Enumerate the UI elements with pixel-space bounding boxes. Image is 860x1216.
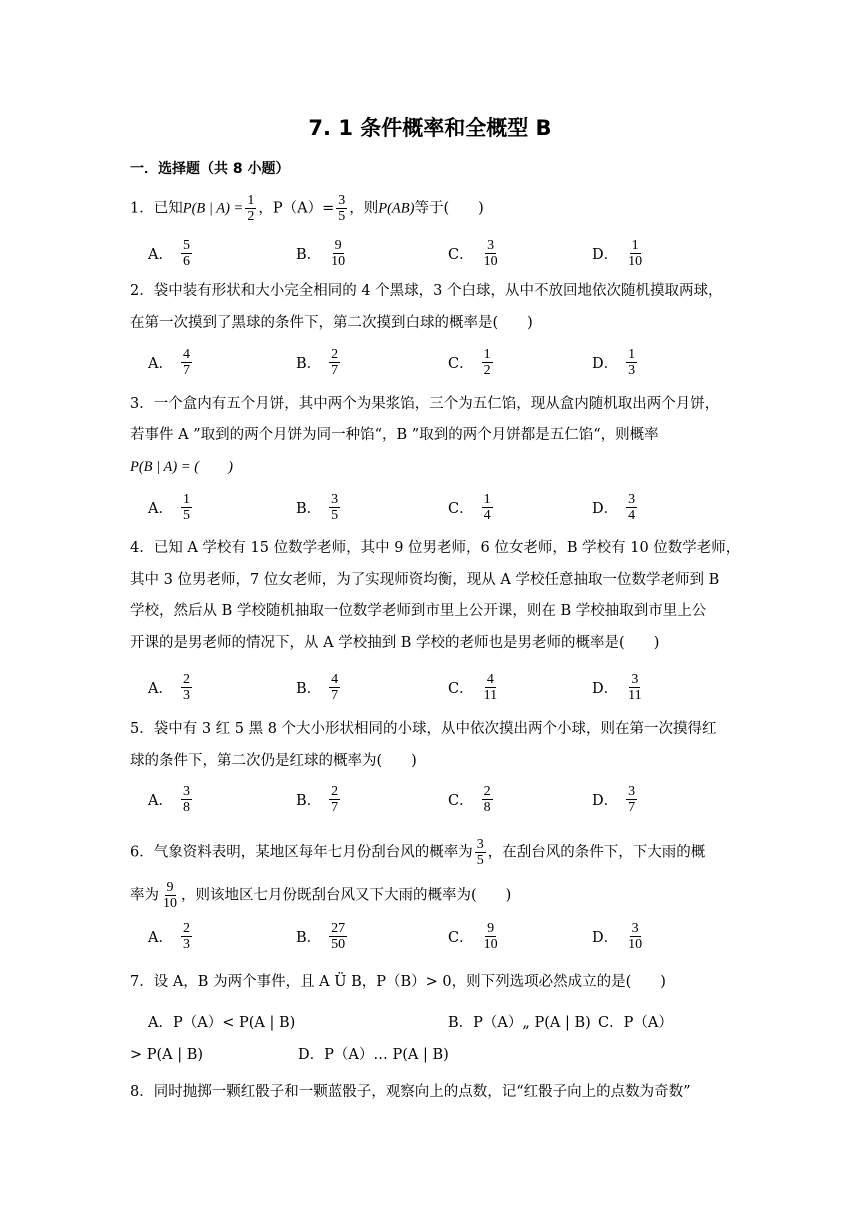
option-a[interactable]: A． $\frac{4}{7}$ <box>148 347 190 378</box>
option-b[interactable]: B．P（A）„ P(A | B) <box>448 1015 591 1031</box>
option-d[interactable]: D． $\frac{3}{10}$ <box>592 921 643 952</box>
option-d[interactable]: D． $\frac{3}{7}$ <box>592 784 636 815</box>
option-d[interactable]: D． $\frac{1}{10}$ <box>592 238 643 269</box>
option-d[interactable]: D． $\frac{3}{11}$ <box>592 672 642 703</box>
question-5-line-2: 球的条件下，第二次仍是红球的概率为( ) <box>130 753 417 769</box>
option-c[interactable]: C． $\frac{1}{4}$ <box>448 492 491 523</box>
option-a[interactable]: A． $\frac{3}{8}$ <box>148 784 190 815</box>
question-2-line-1: 2．袋中装有形状和大小完全相同的 4 个黑球，3 个白球，从中不放回地依次随机摸取两球， <box>130 283 723 299</box>
option-d[interactable]: D．P（A）… P(A | B) <box>298 1047 449 1063</box>
option-d[interactable]: D． $\frac{1}{3}$ <box>592 347 636 378</box>
question-3-options <box>148 492 748 528</box>
question-6-options <box>148 921 748 957</box>
option-a[interactable]: A． $\frac{5}{6}$ <box>148 238 190 269</box>
question-3-line-3: P(B | A) = ( ) <box>130 459 233 475</box>
question-4-line-3: 学校，然后从 B 学校随机抽取一位数学老师到市里上公开课，则在 B 学校抽取到市里上公 <box>130 603 707 619</box>
option-a[interactable]: A．P（A）< P(A | B) <box>148 1015 296 1031</box>
question-1-options <box>148 238 748 274</box>
option-b[interactable]: B． $\frac{2}{7}$ <box>296 347 339 378</box>
question-5-options <box>148 784 748 820</box>
option-c[interactable]: C． $\frac{9}{10}$ <box>448 921 498 952</box>
option-b[interactable]: B． $\frac{27}{50}$ <box>296 921 346 952</box>
question-4-line-2: 其中 3 位男老师，7 位女老师，为了实现师资均衡，现从 A 学校任意抽取一位数学老师到 B <box>130 572 720 588</box>
option-d[interactable]: D． $\frac{3}{4}$ <box>592 492 636 523</box>
option-b[interactable]: B． $\frac{9}{10}$ <box>296 238 346 269</box>
question-2-line-2: 在第一次摸到了黑球的条件下，第二次摸到白球的概率是( ) <box>130 315 533 331</box>
question-3-line-1: 3．一个盒内有五个月饼，其中两个为果浆馅，三个为五仁馅，现从盒内随机取出两个月饼， <box>130 396 720 412</box>
question-6-line-1: 6．气象资料表明，某地区每年七月份刮台风的概率为 $\frac{3}{5}$ ，在刮台风的条件下，下大雨的概 <box>130 837 706 868</box>
option-c[interactable]: C． $\frac{1}{2}$ <box>448 347 491 378</box>
question-4-line-4: 开课的是男老师的情况下，从 A 学校抽到 B 学校的老师也是男老师的概率是( ) <box>130 635 660 651</box>
question-1: 1．已知P(B | A) = $\frac{1}{2}$ ，P（A）= $\frac{3}{5}$ ，则P(AB)等于( ) <box>130 193 484 224</box>
question-3-line-2: 若事件 A ”取到的两个月饼为同一种馅“，B ”取到的两个月饼都是五仁馅“，则概率 <box>130 427 659 443</box>
option-c[interactable]: C． $\frac{4}{11}$ <box>448 672 498 703</box>
option-c[interactable]: C．P（A） <box>598 1015 673 1031</box>
question-8-line-1: 8．同时抛掷一颗红骰子和一颗蓝骰子，观察向上的点数，记“红骰子向上的点数为奇数” <box>130 1084 691 1100</box>
option-a[interactable]: A． $\frac{1}{5}$ <box>148 492 190 523</box>
option-c-continued: > P(A | B) <box>130 1047 204 1063</box>
option-c[interactable]: C． $\frac{2}{8}$ <box>448 784 491 815</box>
question-2-options <box>148 347 748 383</box>
question-4-line-1: 4．已知 A 学校有 15 位数学老师，其中 9 位男老师，6 位女老师，B 学校有 10 位数学老师， <box>130 540 741 556</box>
option-a[interactable]: A． $\frac{2}{3}$ <box>148 921 190 952</box>
option-c[interactable]: C． $\frac{3}{10}$ <box>448 238 498 269</box>
section-heading: 一．选择题（共 8 小题） <box>130 161 290 177</box>
option-a[interactable]: A． $\frac{2}{3}$ <box>148 672 190 703</box>
option-b[interactable]: B． $\frac{4}{7}$ <box>296 672 339 703</box>
question-4-options <box>148 672 748 708</box>
document-title: 7. 1 条件概率和全概型 B <box>308 116 552 140</box>
option-b[interactable]: B． $\frac{3}{5}$ <box>296 492 339 523</box>
question-7-line-1: 7．设 A，B 为两个事件，且 A Ü B，P（B）> 0，则下列选项必然成立的是( ) <box>130 974 666 990</box>
question-5-line-1: 5．袋中有 3 红 5 黑 8 个大小形状相同的小球，从中依次摸出两个小球，则在第一次摸得红 <box>130 721 717 737</box>
question-6-line-2: 率为 $\frac{9}{10}$ ，则该地区七月份既刮台风又下大雨的概率为( ) <box>130 880 512 911</box>
option-b[interactable]: B． $\frac{2}{7}$ <box>296 784 339 815</box>
